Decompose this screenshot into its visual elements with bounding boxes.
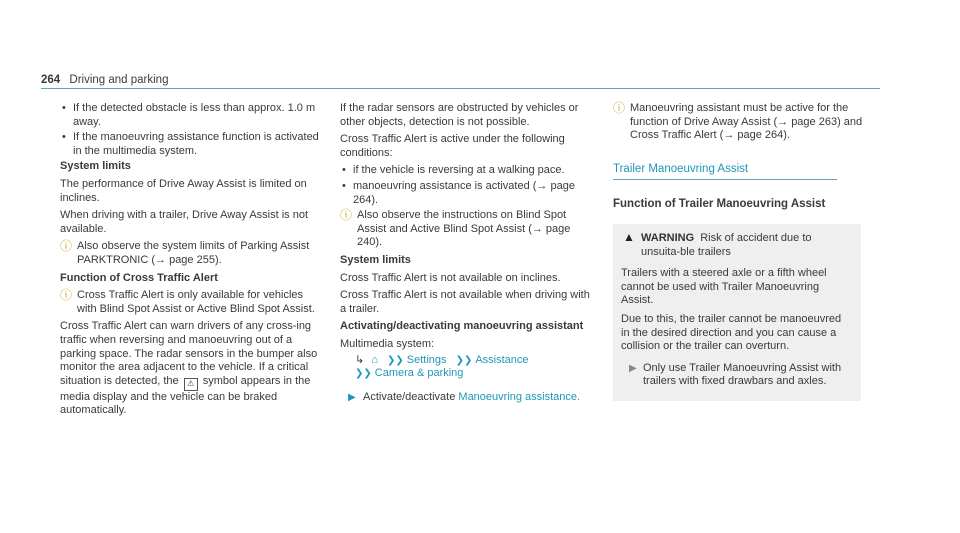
section-heading: System limits	[340, 253, 411, 266]
section-heading: Activating/deactivating manoeuvring assistant	[340, 320, 584, 333]
column-3	[613, 102, 865, 401]
paragraph-text: symbol appears in the media display and the vehicle can be braked automatically.	[60, 374, 311, 417]
menu-path	[340, 354, 592, 381]
list-item: • manoeuvring assistance is activated (→ page 264).	[340, 180, 592, 207]
home-icon[interactable]: ⌂	[371, 353, 378, 366]
warning-text: Trailers with a steered axle or a fifth wheel cannot be used with Trailer Manoeuvring Assist.	[621, 267, 827, 307]
column-2	[340, 102, 592, 404]
note-text: Cross Traffic Alert is only available for vehicles with Blind Spot Assist or Active Blind Spot Assist.	[77, 289, 315, 315]
menu-item-assistance[interactable]: Assistance	[475, 353, 529, 366]
enter-arrow-icon: ↳	[355, 353, 365, 366]
paragraph: Multimedia system:	[340, 337, 435, 350]
paragraph-text: Cross Traffic Alert can warn drivers of any cross-ing traffic when reversing and manoeuvring out of a parking space. The radar sensors in the bumper also monitor the area adjacent to the vehicle. If a critical situation is detected, the	[60, 320, 318, 387]
paragraph: If the radar sensors are obstructed by vehicles or other objects, detection is not possible.	[340, 102, 579, 128]
action-step	[340, 391, 592, 405]
info-icon: ⓘ	[340, 208, 353, 223]
play-arrow-icon: ▶	[348, 391, 356, 403]
note	[340, 209, 592, 250]
note-text: Manoeuvring assistant must be active for the function of Drive Away Assist (→ page 263) and Cross Traffic Alert (→ page 264).	[630, 102, 863, 142]
section-heading: System limits	[60, 160, 131, 173]
info-icon: ⓘ	[60, 239, 73, 254]
paragraph: When driving with a trailer, Drive Away Assist is not available.	[60, 209, 309, 235]
paragraph	[60, 320, 322, 418]
chevron-right-icon: ❯❯	[355, 368, 372, 380]
warning-box	[613, 224, 861, 401]
note	[613, 102, 865, 143]
warning-action	[621, 362, 851, 389]
menu-item-camera-parking[interactable]: Camera & parking	[374, 367, 464, 380]
section-name: Driving and parking	[69, 74, 169, 86]
paragraph: The performance of Drive Away Assist is limited on inclines.	[60, 177, 307, 204]
action-text: Activate/deactivate	[363, 390, 456, 403]
info-icon: ⓘ	[60, 288, 73, 303]
warning-label: WARNING	[641, 231, 695, 244]
page-header	[41, 74, 168, 88]
section-heading: Function of Trailer Manoeuvring Assist	[613, 198, 826, 211]
list-item: • If the manoeuvring assistance function is activated in the multimedia system.	[60, 131, 322, 158]
note	[60, 289, 322, 316]
warning-icon: ▲	[623, 229, 635, 244]
menu-item-manoeuvring-assistance[interactable]: Manoeuvring assistance.	[458, 390, 581, 403]
paragraph: Cross Traffic Alert is not available when driving with a trailer.	[340, 289, 590, 315]
note	[60, 240, 322, 267]
chevron-right-icon: ❯❯	[455, 354, 473, 366]
section-heading: Function of Cross Traffic Alert	[60, 271, 218, 284]
paragraph: Cross Traffic Alert is active under the following conditions:	[340, 133, 565, 159]
warning-text: Due to this, the trailer cannot be manoeuvred in the desired direction and you can cause a collision or the trailer can overturn.	[621, 312, 842, 353]
column-1	[60, 102, 322, 422]
chevron-right-icon: ❯❯	[387, 354, 404, 366]
cross-traffic-warning-icon: ⚠	[184, 378, 198, 391]
paragraph: Cross Traffic Alert is not available on inclines.	[340, 271, 561, 284]
info-icon: ⓘ	[613, 101, 626, 115]
warning-header	[621, 229, 851, 259]
list-item: • if the vehicle is reversing at a walking pace.	[340, 164, 592, 178]
note-text: Also observe the system limits of Parking Assist PARKTRONIC (→ page 255).	[77, 240, 310, 266]
menu-item-settings[interactable]: Settings	[406, 353, 447, 366]
warning-action-text: Only use Trailer Manoeuvring Assist with trailers with fixed drawbars and axles.	[643, 361, 842, 388]
section-title: Trailer Manoeuvring Assist	[613, 163, 837, 181]
header-rule	[41, 88, 880, 89]
warning-headline: Risk of accident due to unsuita-ble trailers	[641, 231, 812, 258]
page-number: 264	[41, 74, 61, 86]
note-text: Also observe the instructions on Blind Spot Assist and Active Blind Spot Assist (→ page 240).	[357, 209, 571, 249]
play-arrow-icon: ▶	[629, 362, 637, 374]
list-item: • If the detected obstacle is less than approx. 1.0 m away.	[60, 102, 322, 129]
